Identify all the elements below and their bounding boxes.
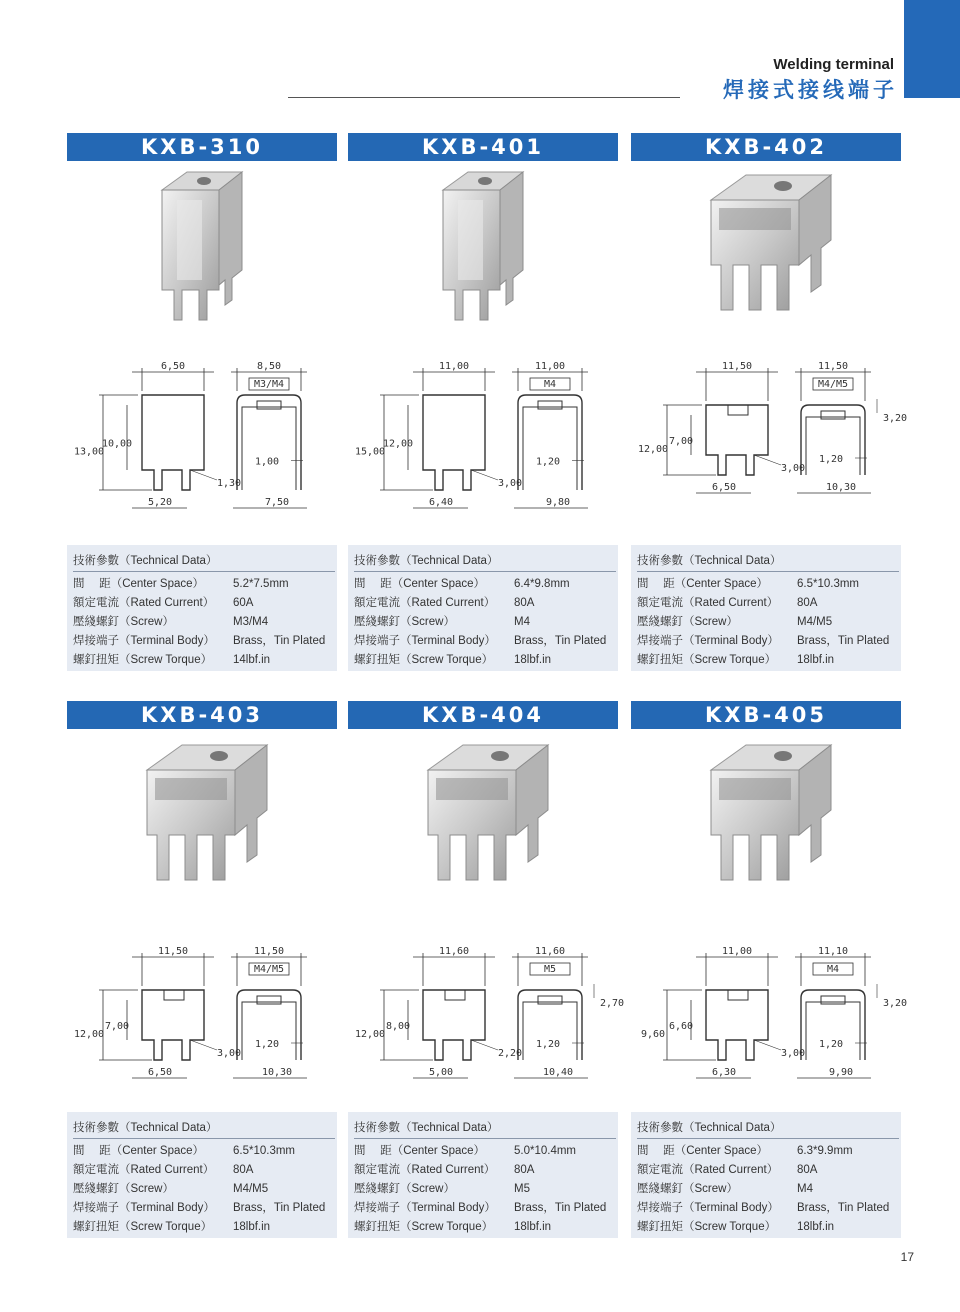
spec-row [354, 575, 616, 593]
dimension-drawing [348, 935, 625, 1120]
spec-row [637, 1180, 899, 1198]
spec-value: 80A [514, 1164, 535, 1176]
dimension-label: M4/M5 [253, 964, 285, 975]
dimension-label: 6,30 [711, 1067, 737, 1078]
terminal-photo [107, 160, 297, 340]
spec-key: 螺釘扭矩（Screw Torque） [637, 654, 777, 666]
dimension-label: M4 [543, 379, 557, 390]
spec-value: Brass，Tin Plated [797, 1202, 890, 1214]
spec-key: 螺釘扭矩（Screw Torque） [354, 1221, 494, 1233]
dimension-label: 6,60 [668, 1021, 694, 1032]
spec-key: 間 距（Center Space） [637, 1145, 769, 1157]
dimension-label: 6,50 [160, 361, 186, 372]
terminal-photo [107, 730, 297, 910]
spec-key: 焊接端子（Terminal Body） [73, 1202, 215, 1214]
spec-key: 壓綫螺釘（Screw） [354, 616, 455, 628]
dimension-label: 11,00 [534, 361, 566, 372]
spec-row [73, 594, 335, 612]
model-title: KXB-403 [67, 701, 337, 729]
spec-value: M4 [797, 1183, 813, 1195]
dimension-label: 9,60 [640, 1029, 666, 1040]
dimension-label: M3/M4 [253, 379, 285, 390]
dimension-label: 9,80 [545, 497, 571, 508]
spec-key: 間 距（Center Space） [354, 578, 486, 590]
spec-key: 焊接端子（Terminal Body） [637, 635, 779, 647]
spec-row [637, 1161, 899, 1179]
dimension-label: 10,30 [261, 1067, 293, 1078]
spec-row [73, 651, 335, 669]
dimension-label: 1,20 [535, 456, 561, 468]
corner-accent-block [904, 0, 960, 98]
dimension-label: 1,20 [254, 1039, 280, 1050]
spec-key: 螺釘扭矩（Screw Torque） [354, 654, 494, 666]
spec-key: 間 距（Center Space） [73, 1145, 205, 1157]
spec-key: 間 距（Center Space） [637, 578, 769, 590]
technical-data-table [67, 1112, 337, 1238]
dimension-label: 3,00 [781, 463, 806, 474]
spec-key: 壓綫螺釘（Screw） [73, 1183, 174, 1195]
spec-row [637, 594, 899, 612]
dimension-label: 11,60 [534, 946, 566, 957]
spec-value: Brass，Tin Plated [233, 1202, 326, 1214]
spec-row [354, 632, 616, 650]
spec-row [73, 1161, 335, 1179]
spec-value: 6.3*9.9mm [797, 1145, 853, 1157]
spec-row [73, 575, 335, 593]
spec-value: 18lbf.in [514, 654, 552, 666]
spec-row [637, 613, 899, 631]
dimension-label: 3,20 [883, 413, 908, 424]
spec-value: 6.4*9.8mm [514, 578, 570, 590]
spec-value: 80A [797, 1164, 818, 1176]
technical-data-table [631, 545, 901, 671]
dimension-label: 1,20 [818, 1039, 844, 1050]
technical-data-table [67, 545, 337, 671]
dimension-label: 1,20 [818, 454, 844, 465]
dimension-label: 1,30 [217, 478, 242, 489]
spec-row [637, 1218, 899, 1236]
spec-key: 焊接端子（Terminal Body） [637, 1202, 779, 1214]
spec-key: 焊接端子（Terminal Body） [73, 635, 215, 647]
dimension-label: 3,00 [217, 1048, 242, 1059]
dimension-label: 5,00 [428, 1067, 454, 1078]
dimension-label: 11,00 [721, 946, 753, 957]
spec-row [637, 575, 899, 593]
dimension-label: 11,10 [817, 946, 849, 957]
spec-key: 螺釘扭矩（Screw Torque） [73, 654, 213, 666]
dimension-label: 10,40 [542, 1067, 574, 1078]
spec-key: 焊接端子（Terminal Body） [354, 635, 496, 647]
model-title: KXB-401 [348, 133, 618, 161]
dimension-label: 11,60 [438, 946, 470, 957]
model-title: KXB-402 [631, 133, 901, 161]
spec-row [354, 651, 616, 669]
dimension-label: 7,50 [264, 497, 290, 508]
dimension-drawing [67, 935, 337, 1120]
spec-value: M4/M5 [233, 1183, 269, 1195]
dimension-label: 5,20 [147, 497, 173, 508]
dimension-drawing [631, 350, 908, 535]
spec-value: 18lbf.in [233, 1221, 271, 1233]
spec-key: 額定電流（Rated Current） [637, 597, 779, 609]
header-title-en: Welding terminal [773, 56, 894, 73]
spec-key: 額定電流（Rated Current） [73, 597, 215, 609]
spec-value: 18lbf.in [797, 1221, 835, 1233]
spec-row [73, 1180, 335, 1198]
dimension-label: 11,50 [253, 946, 285, 957]
dimension-label: 2,20 [498, 1048, 523, 1059]
model-title: KXB-404 [348, 701, 618, 729]
spec-value: Brass，Tin Plated [514, 635, 607, 647]
technical-data-table [348, 1112, 618, 1238]
dimension-label: 12,00 [382, 438, 414, 450]
dimension-label: 3,00 [498, 478, 523, 489]
spec-row [354, 1199, 616, 1217]
spec-value: 80A [514, 597, 535, 609]
dimension-label: 6,40 [428, 497, 454, 508]
dimension-label: 7,00 [104, 1021, 130, 1032]
spec-value: 60A [233, 597, 254, 609]
dimension-label: 12,00 [354, 1029, 386, 1040]
terminal-photo [671, 730, 861, 910]
dimension-drawing [631, 935, 908, 1120]
dimension-label: 3,20 [883, 998, 908, 1009]
dimension-label: 7,00 [668, 436, 694, 447]
spec-value: 18lbf.in [514, 1221, 552, 1233]
dimension-label: 11,00 [438, 361, 470, 372]
dimension-label: 6,50 [147, 1067, 173, 1078]
dimension-label: 11,50 [157, 946, 189, 957]
header-title-cn: 焊接式接线端子 [723, 78, 898, 102]
spec-title: 技術參數（Technical Data） [637, 552, 899, 572]
spec-key: 壓綫螺釘（Screw） [637, 616, 738, 628]
model-title: KXB-405 [631, 701, 901, 729]
dimension-label: 11,50 [721, 361, 753, 372]
spec-value: M5 [514, 1183, 530, 1195]
spec-title: 技術參數（Technical Data） [73, 552, 335, 572]
dimension-label: 12,00 [73, 1029, 105, 1040]
dimension-drawing [348, 350, 618, 535]
page-number: 17 [900, 1250, 914, 1264]
dimension-label: 12,00 [637, 444, 669, 455]
dimension-label: 1,20 [535, 1039, 561, 1050]
spec-row [637, 651, 899, 669]
dimension-drawing [67, 350, 337, 535]
dimension-label: 6,50 [711, 482, 737, 493]
terminal-photo [388, 160, 578, 340]
spec-row [73, 1218, 335, 1236]
spec-key: 間 距（Center Space） [354, 1145, 486, 1157]
spec-key: 壓綫螺釘（Screw） [637, 1183, 738, 1195]
spec-value: 6.5*10.3mm [797, 578, 860, 590]
technical-data-table [631, 1112, 901, 1238]
spec-key: 螺釘扭矩（Screw Torque） [637, 1221, 777, 1233]
spec-row [354, 1161, 616, 1179]
spec-row [354, 1218, 616, 1236]
dimension-label: 2,70 [600, 998, 625, 1009]
spec-value: 5.0*10.4mm [514, 1145, 577, 1157]
spec-value: Brass，Tin Plated [514, 1202, 607, 1214]
spec-value: Brass，Tin Plated [797, 635, 890, 647]
spec-title: 技術參數（Technical Data） [354, 1119, 616, 1139]
spec-value: 18lbf.in [797, 654, 835, 666]
spec-title: 技術參數（Technical Data） [73, 1119, 335, 1139]
spec-row [73, 613, 335, 631]
spec-key: 螺釘扭矩（Screw Torque） [73, 1221, 213, 1233]
spec-value: 6.5*10.3mm [233, 1145, 296, 1157]
dimension-label: M4 [826, 964, 840, 975]
spec-row [354, 613, 616, 631]
spec-key: 額定電流（Rated Current） [73, 1164, 215, 1176]
spec-key: 額定電流（Rated Current） [354, 1164, 496, 1176]
header-rule [288, 97, 680, 98]
dimension-label: 9,90 [828, 1067, 854, 1078]
spec-value: Brass，Tin Plated [233, 635, 326, 647]
spec-value: 5.2*7.5mm [233, 578, 289, 590]
spec-key: 壓綫螺釘（Screw） [354, 1183, 455, 1195]
spec-value: M4/M5 [797, 616, 833, 628]
terminal-photo [671, 160, 861, 340]
spec-row [637, 1142, 899, 1160]
spec-value: 14lbf.in [233, 654, 271, 666]
technical-data-table [348, 545, 618, 671]
spec-title: 技術參數（Technical Data） [637, 1119, 899, 1139]
dimension-label: 11,50 [817, 361, 849, 372]
spec-key: 間 距（Center Space） [73, 578, 205, 590]
spec-value: 80A [233, 1164, 254, 1176]
spec-row [354, 1180, 616, 1198]
spec-title: 技術參數（Technical Data） [354, 552, 616, 572]
dimension-label: M5 [543, 964, 557, 975]
spec-value: M4 [514, 616, 530, 628]
spec-key: 額定電流（Rated Current） [354, 597, 496, 609]
dimension-label: 1,00 [254, 456, 280, 468]
spec-row [73, 1199, 335, 1217]
terminal-photo [388, 730, 578, 910]
spec-key: 壓綫螺釘（Screw） [73, 616, 174, 628]
dimension-label: 3,00 [781, 1048, 806, 1059]
dimension-label: 13,00 [73, 446, 105, 458]
spec-key: 額定電流（Rated Current） [637, 1164, 779, 1176]
spec-value: 80A [797, 597, 818, 609]
spec-row [73, 1142, 335, 1160]
spec-row [637, 632, 899, 650]
dimension-label: 10,30 [825, 482, 857, 493]
spec-row [637, 1199, 899, 1217]
spec-row [354, 1142, 616, 1160]
spec-key: 焊接端子（Terminal Body） [354, 1202, 496, 1214]
dimension-label: 15,00 [354, 446, 386, 458]
dimension-label: 8,00 [385, 1021, 411, 1032]
model-title: KXB-310 [67, 133, 337, 161]
dimension-label: 8,50 [256, 361, 282, 372]
spec-row [73, 632, 335, 650]
dimension-label: 10,00 [101, 438, 133, 450]
spec-row [354, 594, 616, 612]
dimension-label: M4/M5 [817, 379, 849, 390]
spec-value: M3/M4 [233, 616, 269, 628]
